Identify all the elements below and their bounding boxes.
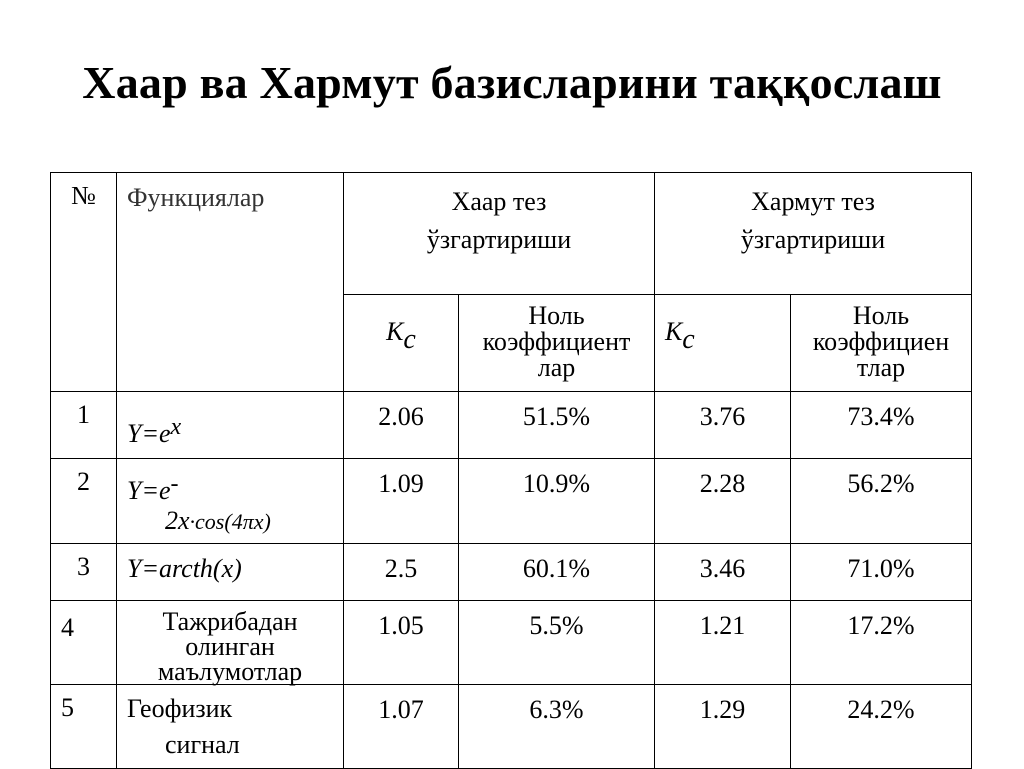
table-row: [51, 685, 972, 769]
kc-subscript: c: [403, 324, 416, 355]
row-number: 3: [51, 544, 117, 601]
kc-symbol: К: [665, 317, 683, 346]
function-cell: [117, 392, 344, 459]
header-functions: Функциялар: [117, 173, 344, 392]
function-line2: сигнал: [165, 730, 240, 759]
header-haar-zero: [459, 295, 655, 392]
harm-zero-line1: Ноль: [852, 301, 910, 330]
comparison-table: [50, 172, 972, 769]
header-harmuth: [655, 173, 972, 295]
function-exponent: x: [170, 414, 182, 440]
header-haar: [344, 173, 655, 295]
function-base: Y=e: [127, 476, 171, 505]
harm-zero-value: 71.0%: [791, 544, 972, 601]
haar-zero-value: 6.3%: [459, 685, 655, 769]
haar-zero-line1: Ноль: [528, 301, 585, 330]
header-harm-kc: [655, 295, 791, 392]
haar-kc-value: 2.06: [344, 392, 459, 459]
harm-zero-value: 24.2%: [791, 685, 972, 769]
header-harmuth-line1: Хармут тез: [751, 187, 875, 216]
harm-kc-value: 1.21: [655, 601, 791, 685]
harm-zero-value: 56.2%: [791, 459, 972, 544]
row-number: 1: [51, 392, 117, 459]
haar-kc-value: 1.07: [344, 685, 459, 769]
function-base: Y=e: [127, 419, 171, 448]
haar-zero-line3: лар: [537, 353, 576, 382]
function-rest: ·cos(4πx): [189, 509, 271, 534]
haar-zero-value: 51.5%: [459, 392, 655, 459]
header-harmuth-line2: ўзгартириши: [740, 225, 886, 254]
haar-kc-value: 2.5: [344, 544, 459, 601]
function-line2: маълумотлар: [157, 657, 303, 686]
harm-kc-value: 2.28: [655, 459, 791, 544]
haar-kc-value: 1.05: [344, 601, 459, 685]
table-row: [51, 601, 972, 685]
harm-zero-value: 17.2%: [791, 601, 972, 685]
table-row: [51, 392, 972, 459]
header-haar-line1: Хаар тез: [451, 187, 547, 216]
function-cell: [117, 601, 344, 685]
function-line1: Геофизик: [127, 694, 233, 723]
harm-kc-value: 3.76: [655, 392, 791, 459]
harm-kc-value: 1.29: [655, 685, 791, 769]
haar-zero-value: 5.5%: [459, 601, 655, 685]
function-exponent: -: [170, 471, 179, 497]
table-row: [51, 459, 972, 544]
harm-zero-line2: коэффициен: [812, 327, 950, 356]
row-number: 4: [51, 601, 117, 685]
page-title: Хаар ва Хармут базисларини таққослаш: [82, 57, 942, 108]
haar-zero-line2: коэффициент: [482, 327, 631, 356]
kc-symbol: К: [386, 317, 404, 346]
harm-kc-value: 3.46: [655, 544, 791, 601]
row-number: 5: [51, 685, 117, 769]
table-row: [51, 544, 972, 601]
kc-subscript: c: [682, 324, 695, 355]
function-exponent-line2: 2x: [165, 506, 190, 535]
header-number: №: [51, 173, 117, 392]
header-harm-zero: [791, 295, 972, 392]
function-cell: Y=arcth(x): [117, 544, 344, 601]
function-cell: [117, 459, 344, 544]
header-row: [51, 173, 972, 295]
row-number: 2: [51, 459, 117, 544]
haar-kc-value: 1.09: [344, 459, 459, 544]
header-haar-line2: ўзгартириши: [426, 225, 572, 254]
haar-zero-value: 10.9%: [459, 459, 655, 544]
harm-zero-line3: тлар: [856, 353, 906, 382]
haar-zero-value: 60.1%: [459, 544, 655, 601]
harm-zero-value: 73.4%: [791, 392, 972, 459]
function-cell: [117, 685, 344, 769]
function-line1: Тажрибадан олинган: [162, 607, 298, 661]
header-haar-kc: [344, 295, 459, 392]
